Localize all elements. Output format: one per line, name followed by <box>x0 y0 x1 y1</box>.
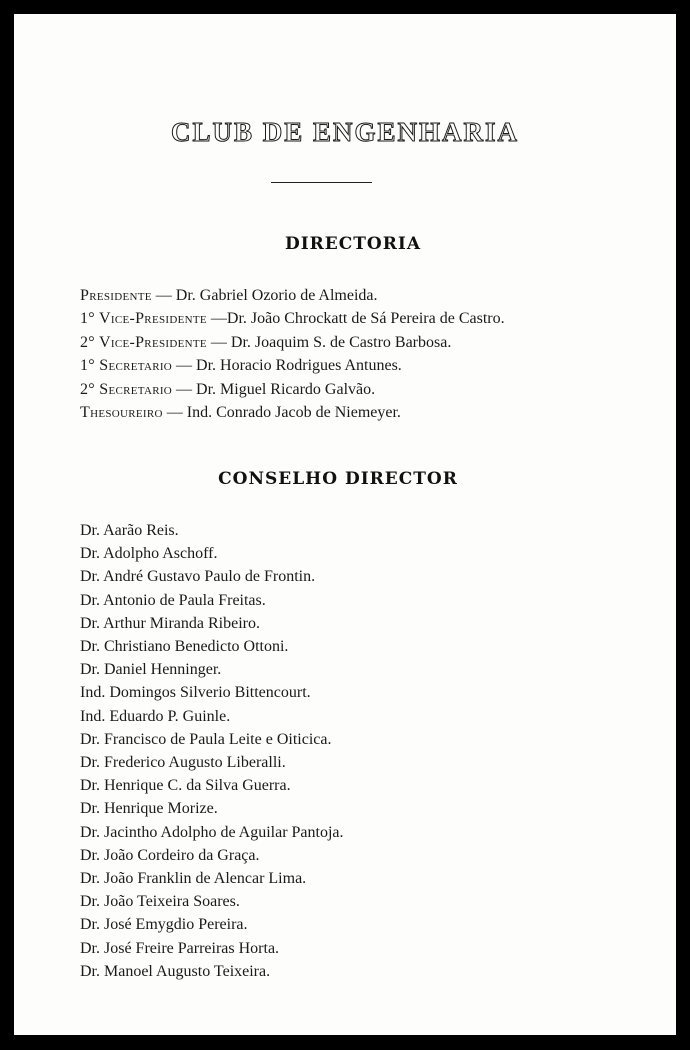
officer-separator: — <box>206 333 231 351</box>
council-member: Dr. André Gustavo Paulo de Frontin. <box>80 568 316 586</box>
officer-name: Dr. Gabriel Ozorio de Almeida. <box>175 287 378 304</box>
council-member: Dr. Arthur Miranda Ribeiro. <box>80 614 260 632</box>
officer-name: Dr. Miguel Ricardo Galvão. <box>196 380 376 398</box>
council-member: Dr. Jacintho Adolpho de Aguilar Pantoja. <box>80 823 344 841</box>
officer-role: 1° Secretario <box>80 357 173 375</box>
title-divider <box>271 182 372 183</box>
officer-role: Presidente <box>80 287 152 304</box>
council-member: Dr. João Franklin de Alencar Lima. <box>80 870 307 888</box>
club-title: CLUB DE ENGENHARIA <box>170 117 520 147</box>
council-member: Dr. Daniel Henninger. <box>80 661 222 679</box>
council-member: Dr. Adolpho Aschoff. <box>80 545 218 563</box>
council-member: Ind. Eduardo P. Guinle. <box>80 707 231 725</box>
council-member: Dr. Manoel Augusto Teixeira. <box>80 962 271 980</box>
officer-name: Dr. Joaquim S. de Castro Barbosa. <box>230 333 452 351</box>
officer-name: Dr. Horacio Rodrigues Antunes. <box>196 357 402 375</box>
council-member: Dr. Christiano Benedicto Ottoni. <box>80 638 289 656</box>
officer-separator: — <box>172 357 197 375</box>
officer-role: Thesoureiro <box>80 404 163 422</box>
council-member: Dr. João Cordeiro da Graça. <box>80 846 260 864</box>
council-member: Dr. Aarão Reis. <box>80 522 179 539</box>
council-member: Dr. Antonio de Paula Freitas. <box>80 591 266 609</box>
conselho-heading: CONSELHO DIRECTOR <box>218 469 458 489</box>
council-member: Dr. José Emygdio Pereira. <box>80 916 248 934</box>
document-page <box>14 14 676 1035</box>
officer-role: 2° Secretario <box>80 380 173 398</box>
council-member: Dr. Henrique C. da Silva Guerra. <box>80 777 291 795</box>
officer-separator: — <box>151 287 176 304</box>
officer-name: Ind. Conrado Jacob de Niemeyer. <box>186 404 401 422</box>
officer-row <box>80 401 670 424</box>
council-member: Dr. José Freire Parreiras Horta. <box>80 939 280 957</box>
council-member: Dr. Henrique Morize. <box>80 800 218 818</box>
officer-row <box>80 378 670 401</box>
council-member: Dr. Francisco de Paula Leite e Oiticica. <box>80 730 332 748</box>
officer-role: 1° Vice-Presidente <box>80 310 207 328</box>
officer-row <box>80 284 670 307</box>
officer-separator: — <box>172 380 197 398</box>
council-member: Dr. João Teixeira Soares. <box>80 893 240 911</box>
council-members-list <box>80 519 640 983</box>
officer-separator: — <box>206 310 227 328</box>
council-member: Dr. Frederico Augusto Liberalli. <box>80 754 286 772</box>
officer-row <box>80 331 670 354</box>
officer-role: 2° Vice-Presidente <box>80 333 207 351</box>
officer-name: Dr. João Chrockatt de Sá Pereira de Castro. <box>226 310 505 328</box>
directoria-heading: DIRECTORIA <box>284 234 422 254</box>
officer-separator: — <box>162 404 187 422</box>
officers-list <box>80 284 670 424</box>
officer-row <box>80 354 670 377</box>
council-member: Ind. Domingos Silverio Bittencourt. <box>80 684 311 702</box>
officer-row <box>80 307 670 330</box>
